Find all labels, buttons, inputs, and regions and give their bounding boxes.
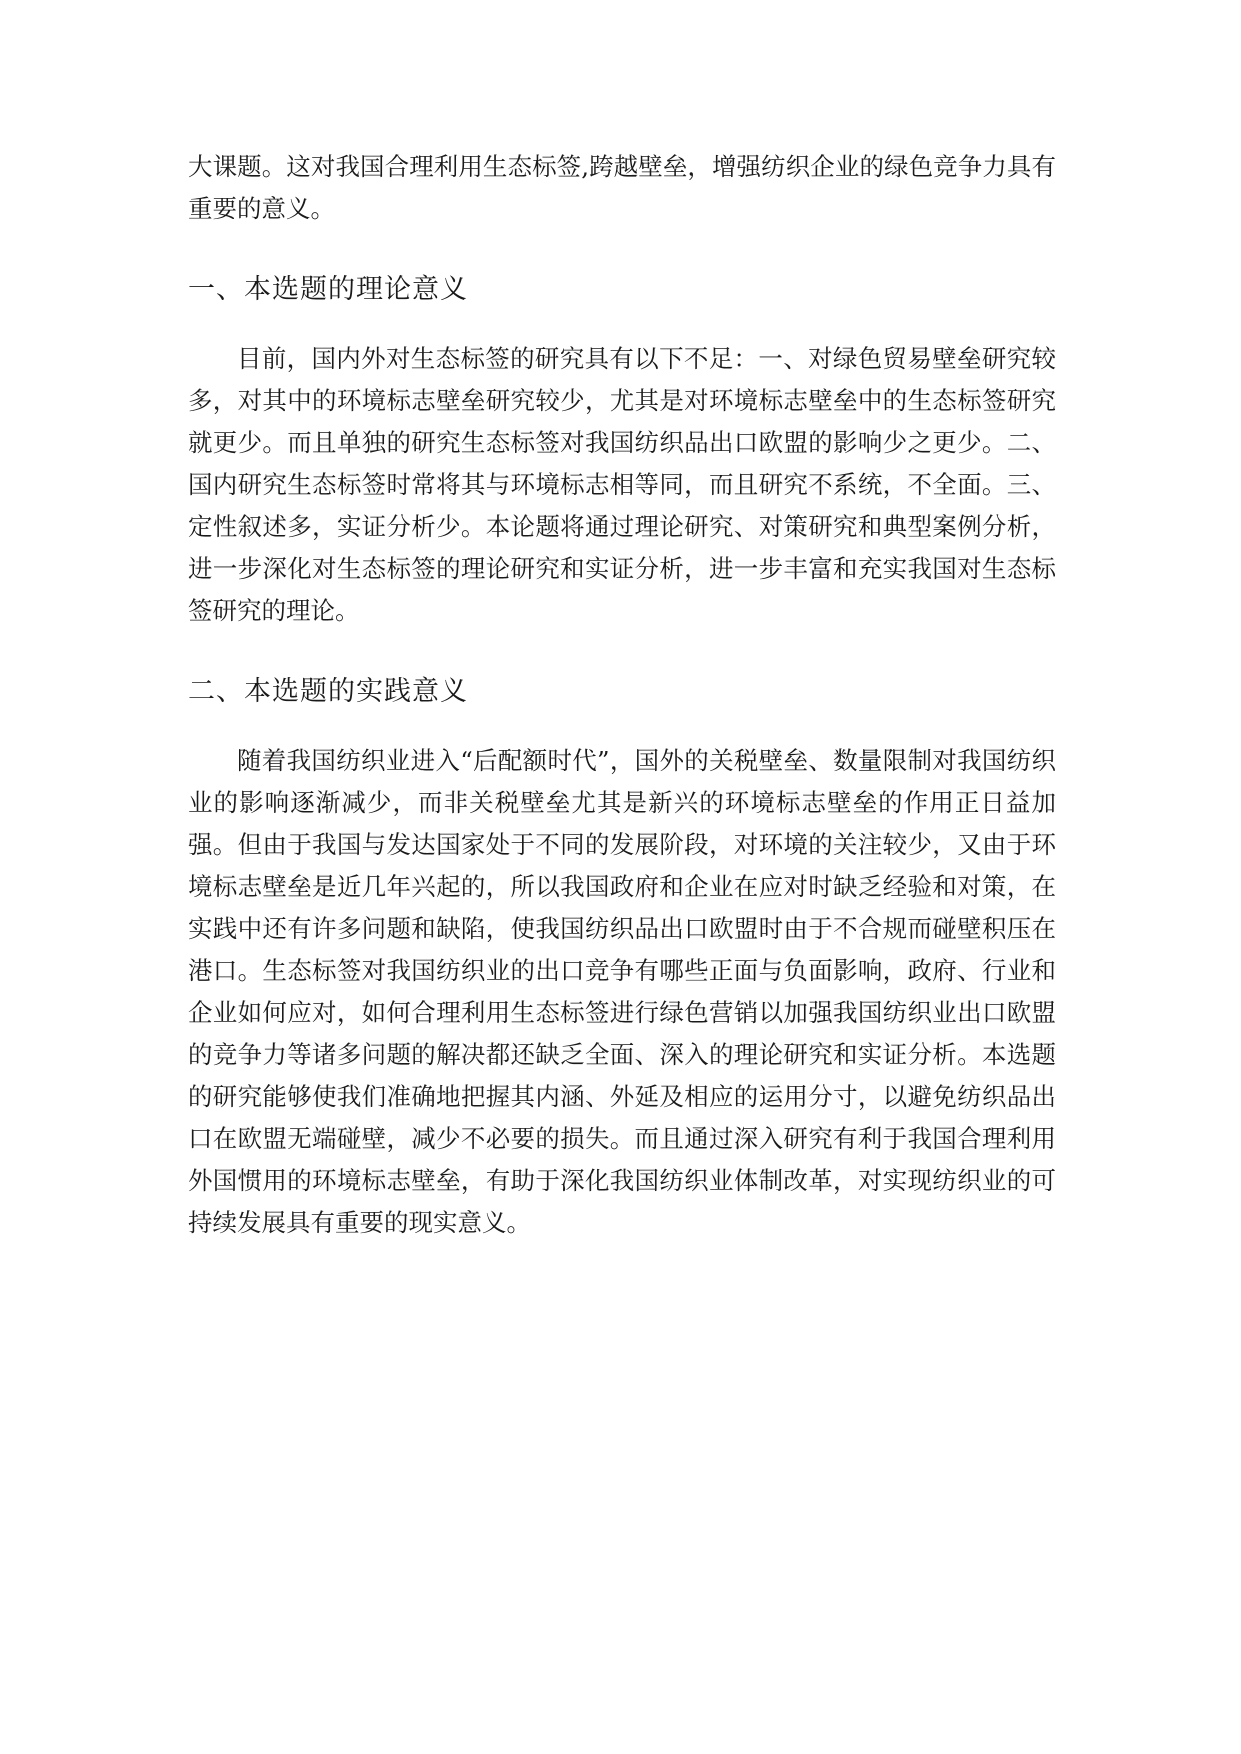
section-paragraph-practical: 随着我国纺织业进入“后配额时代”，国外的关税壁垒、数量限制对我国纺织业的影响逐渐减少，而非关税壁垒尤其是新兴的环境标志壁垒的作用正日益加强。但由于我国与发达国家处于不同的发展阶段，对环境的关注较少，又由于环境标志壁垒是近几年兴起的，所以我国政府和企业在应对时缺乏经验和对策，在实践中还有许多问题和缺陷，使我国纺织品出口欧盟时由于不合规而碰壁积压在港口。生态标签对我国纺织业的出口竞争有哪些正面与负面影响，政府、行业和企业如何应对，如何合理利用生态标签进行绿色营销以加强我国纺织业出口欧盟的竞争力等诸多问题的解决都还缺乏全面、深入的理论研究和实证分析。本选题的研究能够使我们准确地把握其内涵、外延及相应的运用分寸，以避免纺织品出口在欧盟无端碰壁，减少不必要的损失。而且通过深入研究有利于我国合理利用外国惯用的环境标志壁垒，有助于深化我国纺织业体制改革，对实现纺织业的可持续发展具有重要的现实意义。 (188, 746, 1056, 1237)
section-heading-practical: 二、本选题的实践意义 (188, 676, 468, 707)
section-heading-theoretical: 一、本选题的理论意义 (188, 274, 468, 305)
section-paragraph-theoretical: 目前，国内外对生态标签的研究具有以下不足：一、对绿色贸易壁垒研究较多，对其中的环境标志壁垒研究较少，尤其是对环境标志壁垒中的生态标签研究就更少。而且单独的研究生态标签对我国纺织品出口欧盟的影响少之更少。二、国内研究生态标签时常将其与环境标志相等同，而且研究不系统，不全面。三、定性叙述多，实证分析少。本论题将通过理论研究、对策研究和典型案例分析，进一步深化对生态标签的理论研究和实证分析，进一步丰富和充实我国对生态标签研究的理论。 (188, 344, 1056, 625)
intro-paragraph: 大课题。这对我国合理利用生态标签,跨越壁垒，增强纺织企业的绿色竞争力具有重要的意义。 (188, 152, 1056, 223)
document-page (188, 146, 1056, 1244)
